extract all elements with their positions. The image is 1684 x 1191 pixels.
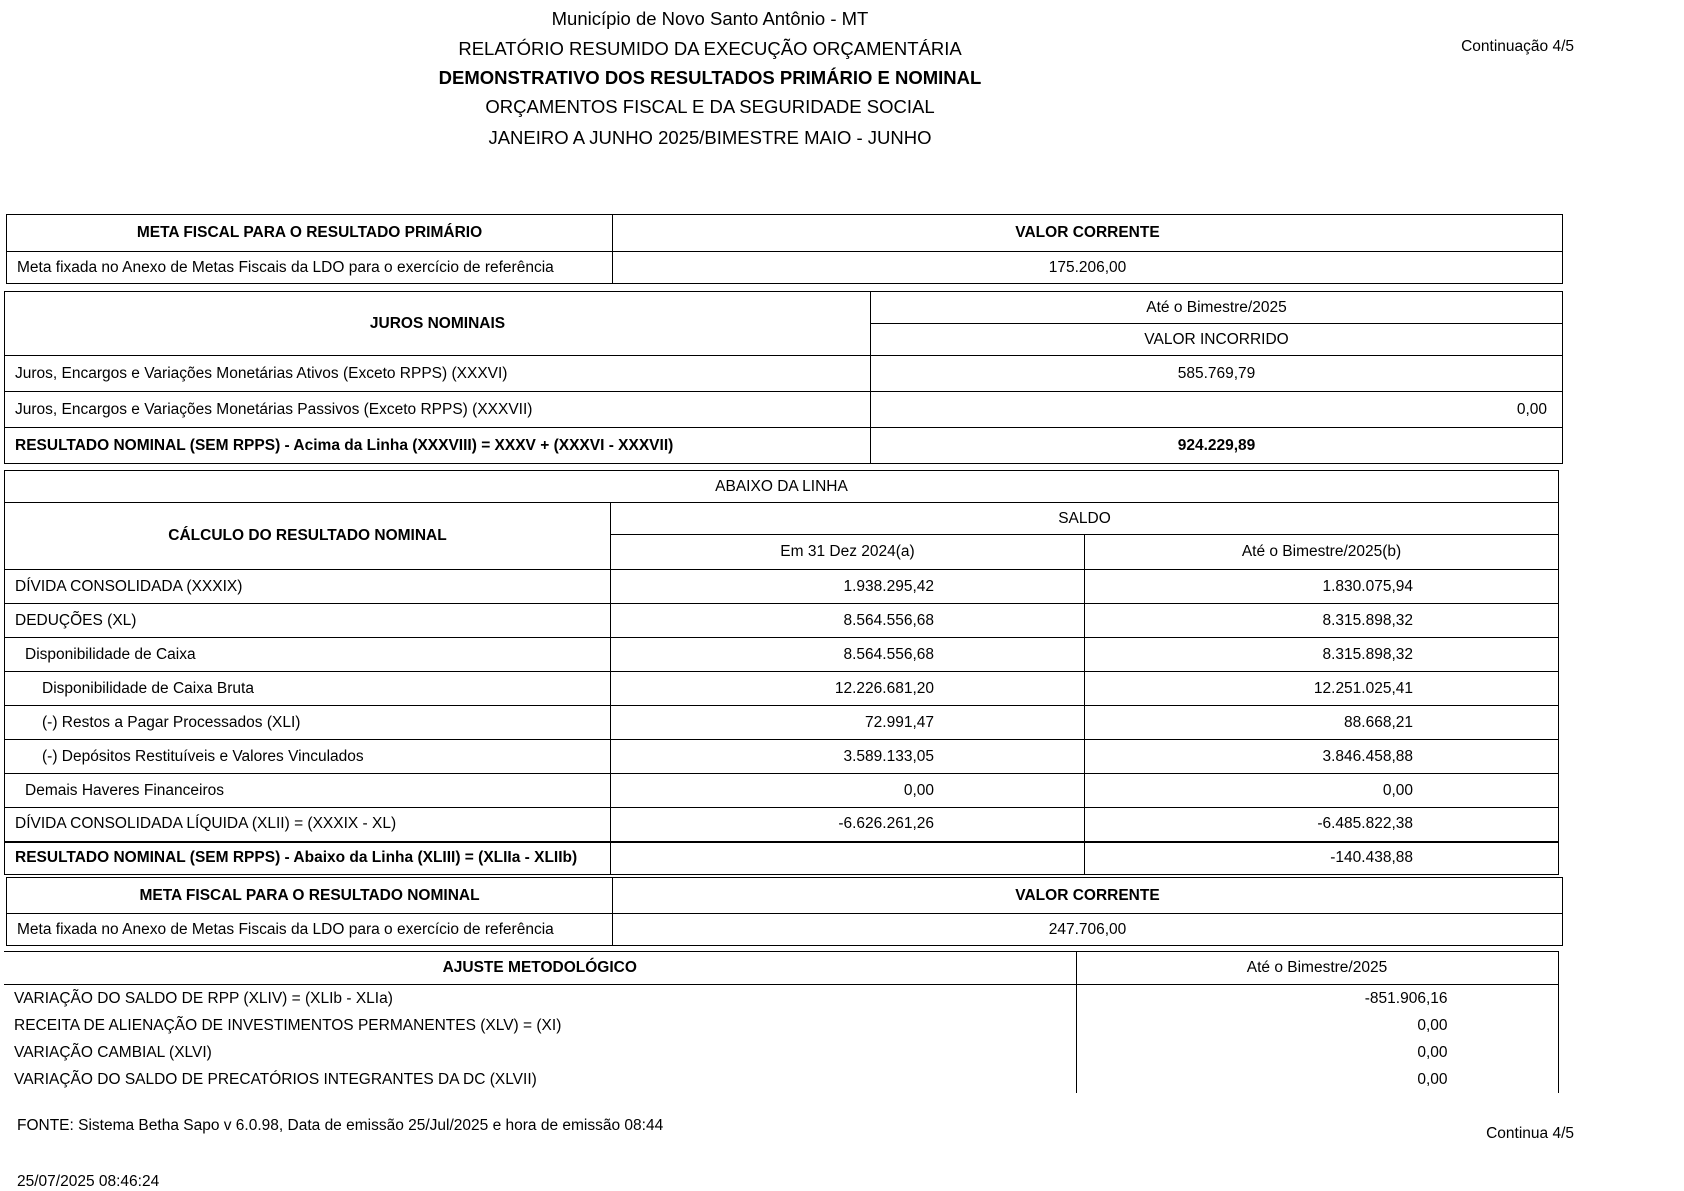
ajuste-row-value: 0,00 — [1076, 1012, 1558, 1039]
calculo-row-a: 8.564.556,68 — [611, 638, 1085, 672]
meta-primario-header-label: META FISCAL PARA O RESULTADO PRIMÁRIO — [7, 215, 613, 252]
juros-row-value: 0,00 — [871, 392, 1563, 428]
calculo-row-label: Demais Haveres Financeiros — [5, 774, 611, 808]
calculo-result-b: -140.438,88 — [1085, 842, 1559, 875]
calculo-row-a: 12.226.681,20 — [611, 672, 1085, 706]
col-b-header: Até o Bimestre/2025(b) — [1085, 535, 1559, 570]
juros-row-value: 585.769,79 — [871, 356, 1563, 392]
calculo-row-b: 12.251.025,41 — [1085, 672, 1559, 706]
calculo-row-label: (-) Restos a Pagar Processados (XLI) — [5, 706, 611, 740]
calculo-row-b: 3.846.458,88 — [1085, 740, 1559, 774]
ajuste-row-label: RECEITA DE ALIENAÇÃO DE INVESTIMENTOS PERMANENTES (XLV) = (XI) — [4, 1012, 1076, 1039]
calculo-row-label: Disponibilidade de Caixa — [5, 638, 611, 672]
juros-result-label: RESULTADO NOMINAL (SEM RPPS) - Acima da Linha (XXXVIII) = XXXV + (XXXVI - XXXVII) — [5, 428, 871, 464]
juros-title: JUROS NOMINAIS — [5, 292, 871, 356]
meta-nominal-header-label: META FISCAL PARA O RESULTADO NOMINAL — [7, 878, 613, 914]
calculo-row-a: 1.938.295,42 — [611, 570, 1085, 604]
calculo-table — [4, 470, 1559, 875]
meta-nominal-row-label: Meta fixada no Anexo de Metas Fiscais da LDO para o exercício de referência — [7, 914, 613, 946]
juros-subheader: VALOR INCORRIDO — [871, 324, 1563, 356]
meta-primario-table — [6, 214, 1563, 284]
calculo-row-label: Disponibilidade de Caixa Bruta — [5, 672, 611, 706]
calculo-row-label: DÍVIDA CONSOLIDADA (XXXIX) — [5, 570, 611, 604]
abaixo-linha-header: ABAIXO DA LINHA — [5, 471, 1559, 503]
calculo-row-label: DÍVIDA CONSOLIDADA LÍQUIDA (XLII) = (XXXIX - XL) — [5, 808, 611, 842]
calculo-row-a: 72.991,47 — [611, 706, 1085, 740]
calculo-result-label: RESULTADO NOMINAL (SEM RPPS) - Abaixo da Linha (XLIII) = (XLIIa - XLIIb) — [5, 842, 611, 875]
ajuste-row-label: VARIAÇÃO DO SALDO DE RPP (XLIV) = (XLIb - XLIa) — [4, 985, 1076, 1013]
header-demonstrativo: DEMONSTRATIVO DOS RESULTADOS PRIMÁRIO E NOMINAL — [438, 67, 982, 88]
header-orcamentos: ORÇAMENTOS FISCAL E DA SEGURIDADE SOCIAL — [485, 96, 935, 117]
juros-period: Até o Bimestre/2025 — [871, 292, 1563, 324]
ajuste-row-label: VARIAÇÃO DO SALDO DE PRECATÓRIOS INTEGRANTES DA DC (XLVII) — [4, 1066, 1076, 1093]
meta-primario-header-value: VALOR CORRENTE — [613, 215, 1563, 252]
calculo-row-b: 0,00 — [1085, 774, 1559, 808]
footer-continua: Continua 4/5 — [1486, 1125, 1574, 1142]
calculo-title: CÁLCULO DO RESULTADO NOMINAL — [5, 503, 611, 570]
ajuste-period: Até o Bimestre/2025 — [1076, 952, 1558, 985]
juros-row-label: Juros, Encargos e Variações Monetárias Passivos (Exceto RPPS) (XXXVII) — [5, 392, 871, 428]
juros-row-label: Juros, Encargos e Variações Monetárias Ativos (Exceto RPPS) (XXXVI) — [5, 356, 871, 392]
continuation-label: Continuação 4/5 — [1461, 38, 1574, 55]
ajuste-row-label: VARIAÇÃO CAMBIAL (XLVI) — [4, 1039, 1076, 1066]
header-report-title: RELATÓRIO RESUMIDO DA EXECUÇÃO ORÇAMENTÁRIA — [458, 38, 962, 59]
meta-nominal-row-value: 247.706,00 — [613, 914, 1563, 946]
footer-timestamp: 25/07/2025 08:46:24 — [17, 1173, 160, 1190]
juros-result-value: 924.229,89 — [871, 428, 1563, 464]
ajuste-row-value: 0,00 — [1076, 1066, 1558, 1093]
calculo-result-a — [611, 842, 1085, 875]
meta-nominal-table — [6, 877, 1563, 946]
calculo-row-label: (-) Depósitos Restituíveis e Valores Vinculados — [5, 740, 611, 774]
calculo-row-a: 0,00 — [611, 774, 1085, 808]
ajuste-row-value: -851.906,16 — [1076, 985, 1558, 1013]
calculo-row-b: 1.830.075,94 — [1085, 570, 1559, 604]
calculo-row-a: 8.564.556,68 — [611, 604, 1085, 638]
saldo-header: SALDO — [611, 503, 1559, 535]
header-period: JANEIRO A JUNHO 2025/BIMESTRE MAIO - JUNHO — [488, 127, 932, 148]
footer-source: FONTE: Sistema Betha Sapo v 6.0.98, Data de emissão 25/Jul/2025 e hora de emissão 08:44 — [17, 1117, 664, 1134]
calculo-row-label: DEDUÇÕES (XL) — [5, 604, 611, 638]
col-a-header: Em 31 Dez 2024(a) — [611, 535, 1085, 570]
meta-primario-row-value: 175.206,00 — [613, 252, 1563, 284]
ajuste-row-value: 0,00 — [1076, 1039, 1558, 1066]
juros-table — [4, 291, 1563, 464]
calculo-row-b: -6.485.822,38 — [1085, 808, 1559, 842]
meta-primario-row-label: Meta fixada no Anexo de Metas Fiscais da LDO para o exercício de referência — [7, 252, 613, 284]
meta-nominal-header-value: VALOR CORRENTE — [613, 878, 1563, 914]
calculo-row-b: 88.668,21 — [1085, 706, 1559, 740]
calculo-row-a: 3.589.133,05 — [611, 740, 1085, 774]
calculo-row-b: 8.315.898,32 — [1085, 638, 1559, 672]
calculo-row-b: 8.315.898,32 — [1085, 604, 1559, 638]
header-municipality: Município de Novo Santo Antônio - MT — [551, 8, 869, 29]
ajuste-title: AJUSTE METODOLÓGICO — [4, 952, 1076, 985]
calculo-row-a: -6.626.261,26 — [611, 808, 1085, 842]
ajuste-table — [4, 951, 1559, 1093]
